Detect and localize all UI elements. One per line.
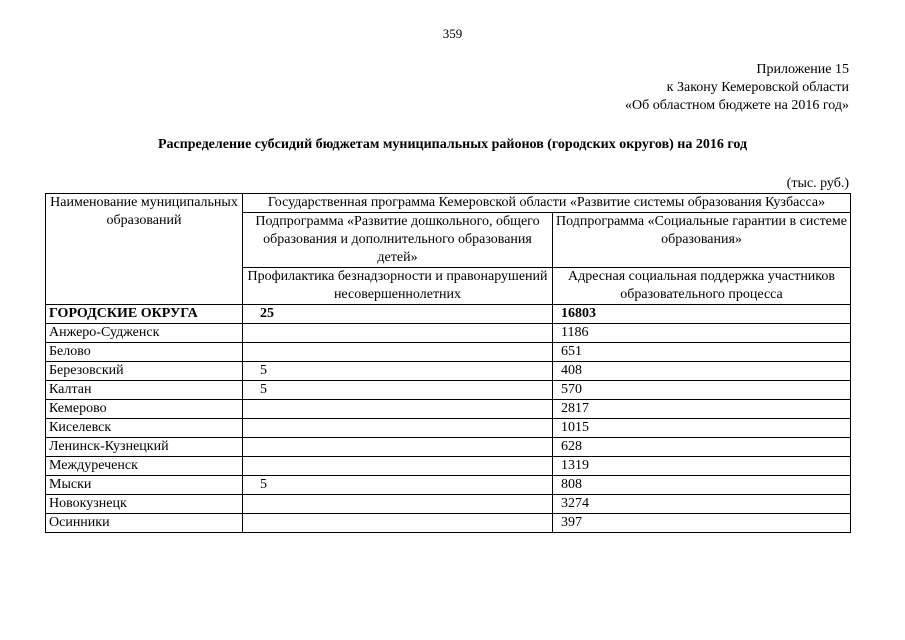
appendix-header [625, 61, 849, 115]
document-title: Распределение субсидий бюджетам муниципальных районов (городских округов) на 2016 год [157, 137, 748, 152]
row-value-prevention [243, 438, 553, 457]
table-row-total [46, 305, 851, 324]
table-row [46, 476, 851, 495]
row-name: Междуреченск [46, 457, 243, 476]
table-row [46, 343, 851, 362]
row-value-support: 570 [553, 381, 851, 400]
subsidies-table [45, 193, 851, 533]
table-row [46, 400, 851, 419]
row-value-support: 651 [553, 343, 851, 362]
row-value-prevention [243, 400, 553, 419]
row-value-prevention [243, 457, 553, 476]
header-measure-1: Профилактика безнадзорности и правонарушений несовершеннолетних [243, 268, 553, 305]
row-value-prevention: 5 [243, 476, 553, 495]
row-value-support: 2817 [553, 400, 851, 419]
table-row [46, 438, 851, 457]
appendix-line-3: «Об областном бюджете на 2016 год» [625, 98, 849, 113]
table-row [46, 324, 851, 343]
row-name: Анжеро-Судженск [46, 324, 243, 343]
row-value-prevention: 5 [243, 381, 553, 400]
row-name: Кемерово [46, 400, 243, 419]
appendix-line-1: Приложение 15 [756, 62, 849, 77]
row-value-prevention [243, 495, 553, 514]
row-value-prevention [243, 324, 553, 343]
row-name: Осинники [46, 514, 243, 533]
table-row [46, 362, 851, 381]
row-name: Белово [46, 343, 243, 362]
table-row [46, 381, 851, 400]
row-value-support: 1319 [553, 457, 851, 476]
row-name: Киселевск [46, 419, 243, 438]
row-value-support: 3274 [553, 495, 851, 514]
row-value-support: 808 [553, 476, 851, 495]
table-row [46, 495, 851, 514]
row-value-support: 628 [553, 438, 851, 457]
row-name: Мыски [46, 476, 243, 495]
row-value-support: 408 [553, 362, 851, 381]
row-name: ГОРОДСКИЕ ОКРУГА [46, 305, 243, 324]
row-value-prevention [243, 343, 553, 362]
units-label: (тыс. руб.) [786, 176, 849, 191]
table-row [46, 514, 851, 533]
page-number: 359 [442, 26, 463, 41]
row-value-prevention: 25 [243, 305, 553, 324]
row-name: Ленинск-Кузнецкий [46, 438, 243, 457]
row-value-support: 16803 [553, 305, 851, 324]
row-value-support: 1015 [553, 419, 851, 438]
row-value-prevention [243, 419, 553, 438]
appendix-line-2: к Закону Кемеровской области [666, 80, 849, 95]
header-subprogram-1: Подпрограмма «Развитие дошкольного, общего образования и дополнительного образования детей» [243, 213, 553, 268]
row-name: Березовский [46, 362, 243, 381]
table-row [46, 419, 851, 438]
table-row [46, 457, 851, 476]
header-subprogram-2: Подпрограмма «Социальные гарантии в системе образования» [553, 213, 851, 268]
header-measure-2: Адресная социальная поддержка участников образовательного процесса [553, 268, 851, 305]
header-program: Государственная программа Кемеровской области «Развитие системы образования Кузбасса» [243, 194, 851, 213]
row-name: Новокузнецк [46, 495, 243, 514]
row-value-prevention: 5 [243, 362, 553, 381]
row-name: Калтан [46, 381, 243, 400]
header-municipality: Наименование муниципальных образований [46, 194, 243, 305]
row-value-prevention [243, 514, 553, 533]
row-value-support: 1186 [553, 324, 851, 343]
row-value-support: 397 [553, 514, 851, 533]
